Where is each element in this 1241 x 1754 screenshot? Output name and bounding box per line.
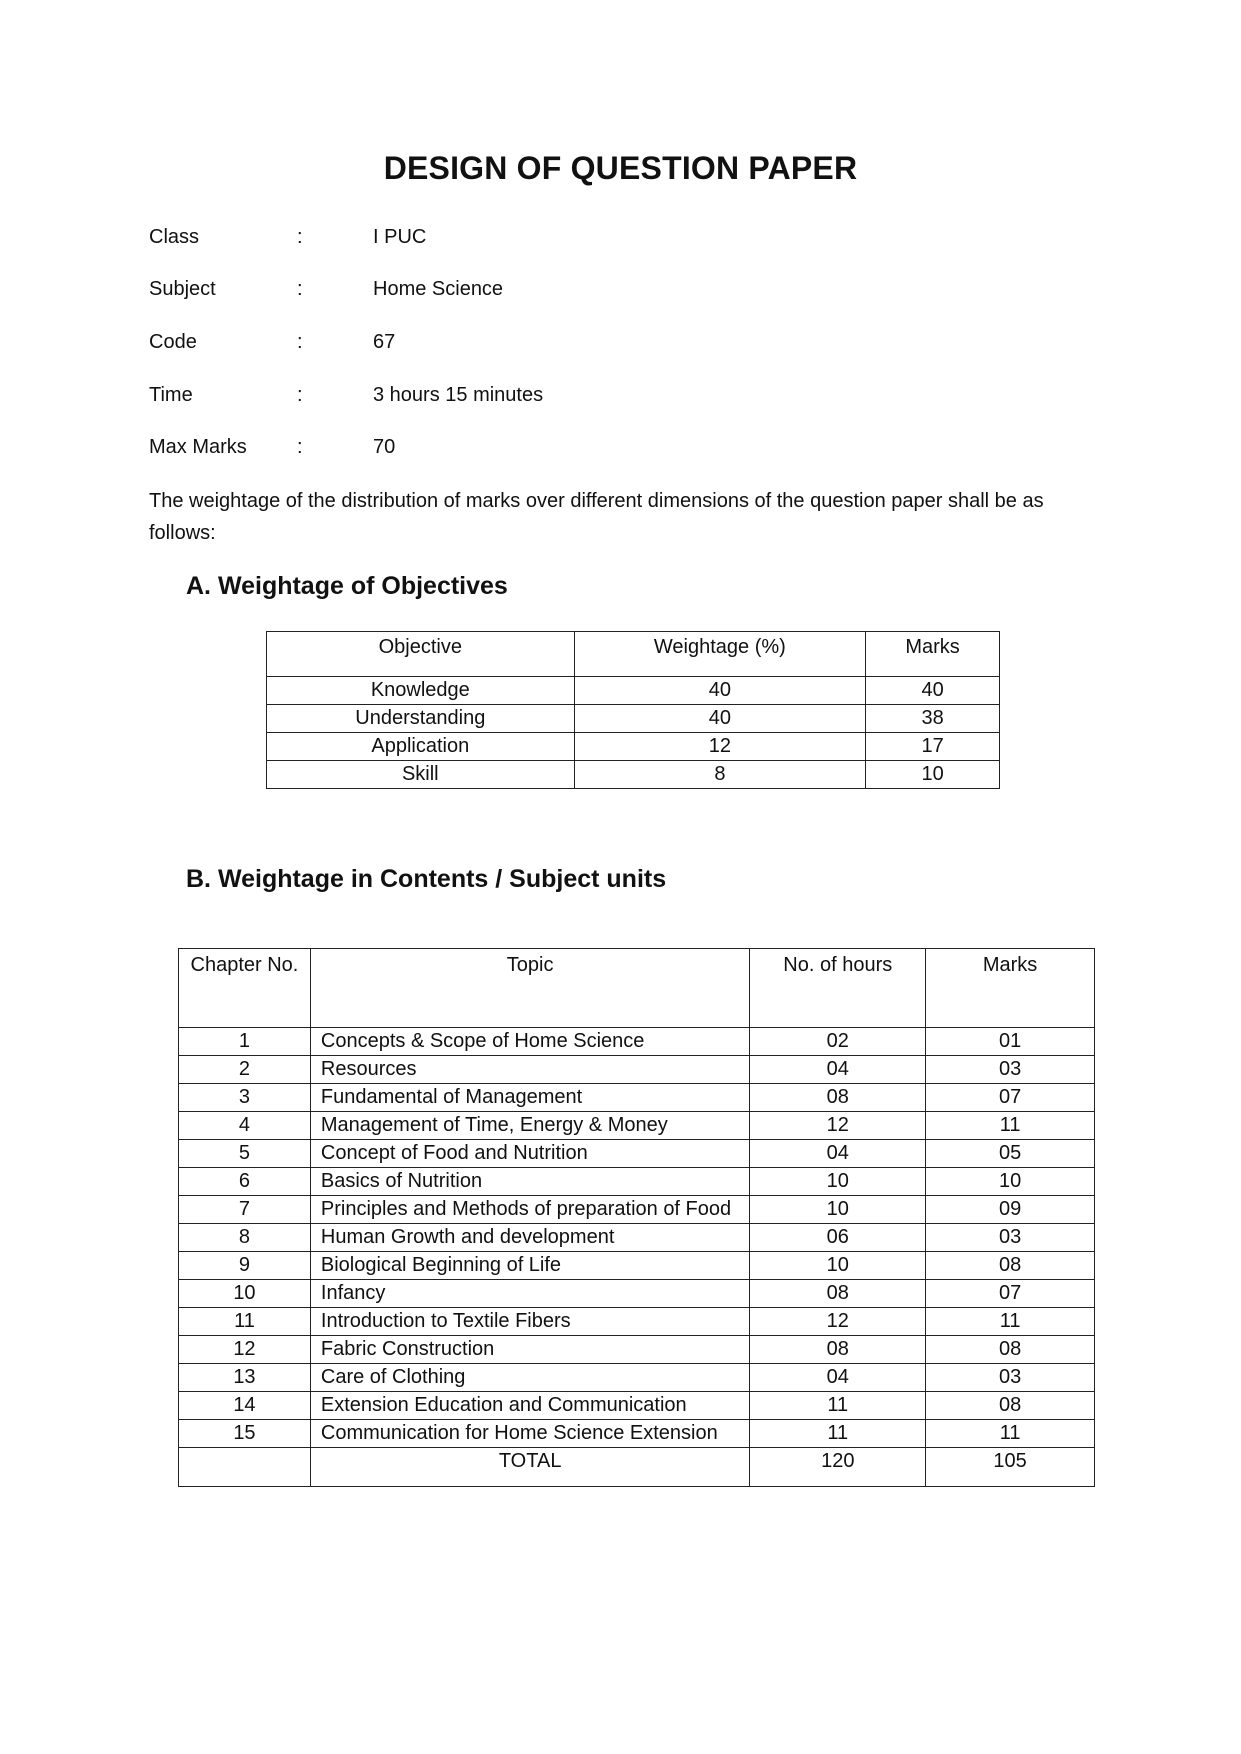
- topic-cell: Principles and Methods of preparation of Food: [310, 1196, 750, 1224]
- subject-units-body: [179, 1028, 1095, 1448]
- table-row: [179, 1252, 1095, 1280]
- objective-cell: Skill: [267, 761, 575, 789]
- info-label: Class: [149, 226, 200, 248]
- section-a-heading: A. Weightage of Objectives: [186, 572, 508, 600]
- topic-cell: Concepts & Scope of Home Science: [310, 1028, 750, 1056]
- hours-cell: 12: [750, 1308, 926, 1336]
- chapter-no-cell: 6: [179, 1168, 311, 1196]
- info-label: Subject: [149, 278, 216, 300]
- hours-cell: 08: [750, 1280, 926, 1308]
- total-label: TOTAL: [310, 1448, 750, 1487]
- marks-cell: 10: [866, 761, 1000, 789]
- chapter-no-cell: 1: [179, 1028, 311, 1056]
- objectives-table: [266, 631, 1000, 789]
- info-label: Max Marks: [149, 436, 247, 458]
- topic-cell: Care of Clothing: [310, 1364, 750, 1392]
- hours-cell: 10: [750, 1252, 926, 1280]
- table-row: [179, 1140, 1095, 1168]
- chapter-no-cell: 13: [179, 1364, 311, 1392]
- info-separator: :: [297, 226, 303, 248]
- table-row: [179, 1168, 1095, 1196]
- table-row: [179, 1196, 1095, 1224]
- marks-cell: 11: [926, 1308, 1095, 1336]
- info-value: 3 hours 15 minutes: [373, 384, 544, 406]
- hours-cell: 04: [750, 1364, 926, 1392]
- objective-cell: Understanding: [267, 705, 575, 733]
- table-row: [267, 733, 1000, 761]
- chapter-no-cell: 15: [179, 1420, 311, 1448]
- marks-cell: 11: [926, 1112, 1095, 1140]
- table-row: [179, 1308, 1095, 1336]
- section-b-heading: B. Weightage in Contents / Subject units: [186, 865, 667, 893]
- info-value: 67: [373, 331, 396, 353]
- column-header: Chapter No.: [179, 949, 311, 1028]
- topic-cell: Introduction to Textile Fibers: [310, 1308, 750, 1336]
- hours-cell: 08: [750, 1084, 926, 1112]
- marks-cell: 01: [926, 1028, 1095, 1056]
- marks-cell: 11: [926, 1420, 1095, 1448]
- marks-cell: 03: [926, 1364, 1095, 1392]
- marks-cell: 38: [866, 705, 1000, 733]
- total-hours: 120: [750, 1448, 926, 1487]
- table-row: [179, 1364, 1095, 1392]
- hours-cell: 08: [750, 1336, 926, 1364]
- marks-cell: 07: [926, 1280, 1095, 1308]
- table-row: [267, 705, 1000, 733]
- objective-cell: Knowledge: [267, 677, 575, 705]
- table-row: [179, 1392, 1095, 1420]
- topic-cell: Management of Time, Energy & Money: [310, 1112, 750, 1140]
- column-header: No. of hours: [750, 949, 926, 1028]
- topic-cell: Infancy: [310, 1280, 750, 1308]
- info-separator: :: [297, 278, 303, 300]
- marks-cell: 08: [926, 1252, 1095, 1280]
- table-header-row: [179, 949, 1095, 1028]
- marks-cell: 07: [926, 1084, 1095, 1112]
- info-separator: :: [297, 384, 303, 406]
- topic-cell: Basics of Nutrition: [310, 1168, 750, 1196]
- marks-cell: 10: [926, 1168, 1095, 1196]
- marks-cell: 03: [926, 1056, 1095, 1084]
- objective-cell: Application: [267, 733, 575, 761]
- chapter-no-cell: 4: [179, 1112, 311, 1140]
- table-row: [179, 1084, 1095, 1112]
- topic-cell: Fundamental of Management: [310, 1084, 750, 1112]
- weightage-cell: 12: [574, 733, 866, 761]
- hours-cell: 02: [750, 1028, 926, 1056]
- marks-cell: 09: [926, 1196, 1095, 1224]
- info-value: Home Science: [373, 278, 504, 300]
- chapter-no-cell: 9: [179, 1252, 311, 1280]
- table-row: [179, 1336, 1095, 1364]
- marks-cell: 17: [866, 733, 1000, 761]
- subject-units-table: [178, 948, 1095, 1487]
- marks-cell: 08: [926, 1392, 1095, 1420]
- info-label: Code: [149, 331, 197, 353]
- info-value: I PUC: [373, 226, 427, 248]
- column-header: Topic: [310, 949, 750, 1028]
- table-row: [179, 1112, 1095, 1140]
- info-value: 70: [373, 436, 396, 458]
- chapter-no-cell: 5: [179, 1140, 311, 1168]
- intro-paragraph: The weightage of the distribution of marks over different dimensions of the question paper shall be as follows:: [149, 490, 1044, 544]
- info-separator: :: [297, 436, 303, 458]
- topic-cell: Communication for Home Science Extension: [310, 1420, 750, 1448]
- column-header: Objective: [267, 632, 575, 677]
- chapter-no-cell: 12: [179, 1336, 311, 1364]
- marks-cell: 05: [926, 1140, 1095, 1168]
- marks-cell: 40: [866, 677, 1000, 705]
- topic-cell: Extension Education and Communication: [310, 1392, 750, 1420]
- table-row: [179, 1280, 1095, 1308]
- table-row: [267, 761, 1000, 789]
- table-header-row: [267, 632, 1000, 677]
- topic-cell: Human Growth and development: [310, 1224, 750, 1252]
- total-row: [179, 1448, 1095, 1487]
- table-row: [179, 1028, 1095, 1056]
- chapter-no-cell: 10: [179, 1280, 311, 1308]
- total-chapter-cell: [179, 1448, 311, 1487]
- total-marks: 105: [926, 1448, 1095, 1487]
- column-header: Marks: [926, 949, 1095, 1028]
- hours-cell: 10: [750, 1196, 926, 1224]
- table-row: [179, 1224, 1095, 1252]
- topic-cell: Concept of Food and Nutrition: [310, 1140, 750, 1168]
- chapter-no-cell: 3: [179, 1084, 311, 1112]
- info-separator: :: [297, 331, 303, 353]
- marks-cell: 08: [926, 1336, 1095, 1364]
- chapter-no-cell: 11: [179, 1308, 311, 1336]
- weightage-cell: 40: [574, 705, 866, 733]
- page-title: DESIGN OF QUESTION PAPER: [383, 150, 858, 186]
- topic-cell: Biological Beginning of Life: [310, 1252, 750, 1280]
- topic-cell: Fabric Construction: [310, 1336, 750, 1364]
- hours-cell: 06: [750, 1224, 926, 1252]
- marks-cell: 03: [926, 1224, 1095, 1252]
- hours-cell: 04: [750, 1056, 926, 1084]
- hours-cell: 10: [750, 1168, 926, 1196]
- topic-cell: Resources: [310, 1056, 750, 1084]
- chapter-no-cell: 14: [179, 1392, 311, 1420]
- info-label: Time: [149, 384, 193, 406]
- column-header: Marks: [866, 632, 1000, 677]
- table-row: [179, 1056, 1095, 1084]
- table-row: [179, 1420, 1095, 1448]
- hours-cell: 04: [750, 1140, 926, 1168]
- hours-cell: 11: [750, 1420, 926, 1448]
- weightage-cell: 8: [574, 761, 866, 789]
- chapter-no-cell: 7: [179, 1196, 311, 1224]
- hours-cell: 11: [750, 1392, 926, 1420]
- hours-cell: 12: [750, 1112, 926, 1140]
- chapter-no-cell: 8: [179, 1224, 311, 1252]
- table-row: [267, 677, 1000, 705]
- weightage-cell: 40: [574, 677, 866, 705]
- column-header: Weightage (%): [574, 632, 866, 677]
- chapter-no-cell: 2: [179, 1056, 311, 1084]
